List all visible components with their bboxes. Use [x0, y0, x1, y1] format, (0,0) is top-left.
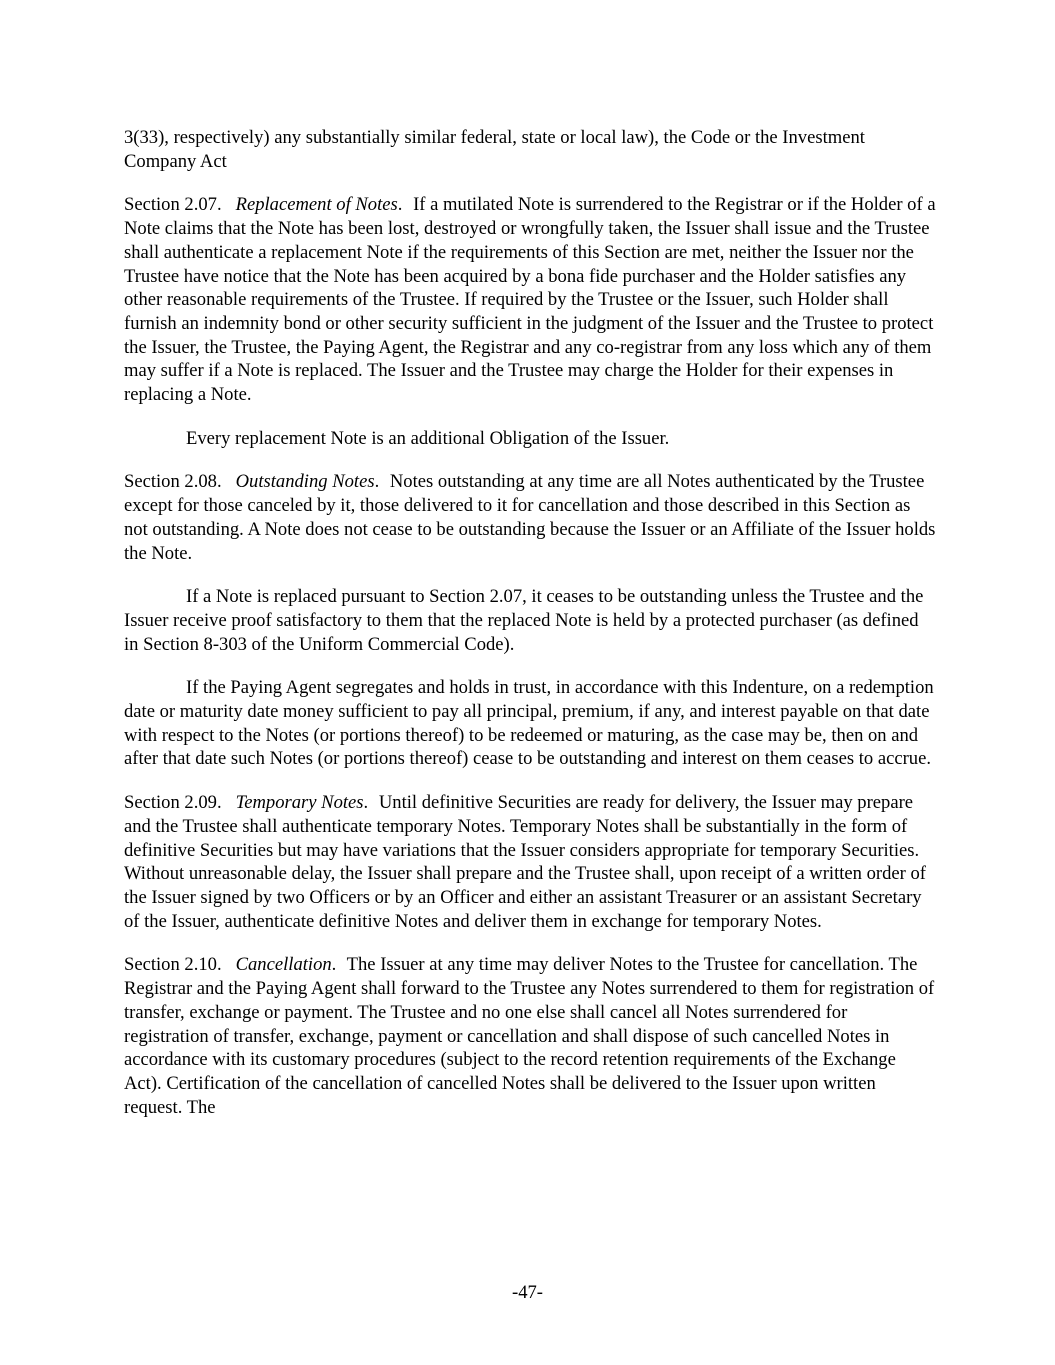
paragraph-text: 3(33), respectively) any substantially similar federal, state or local law), the Code or the Investment Company Act — [124, 127, 865, 172]
page-number: -47- — [512, 1282, 543, 1303]
paragraph-text: Until definitive Securities are ready for delivery, the Issuer may prepare and the Trustee shall authenticate temporary Notes. Temporary Notes shall be substantially in the form of definitive Securities but may have variations that the Issuer considers appropriate for temporary Securities. Without unreasonable delay, the Issuer shall prepare and the Trustee shall, upon receipt of a written order of the Issuer signed by two Officers or by an Officer and either an assistant Treasurer or an assistant Secretary of the Issuer, authenticate definitive Notes and deliver them in exchange for temporary Notes. — [124, 792, 926, 932]
section-2-07-replacement-of-notes — [124, 193, 936, 406]
section-title-period: . — [374, 471, 380, 493]
document-page — [124, 126, 936, 1139]
section-number: Section 2.07. — [124, 194, 222, 216]
section-title: Replacement of Notes — [235, 194, 398, 216]
paragraph-text: Notes outstanding at any time are all Notes authenticated by the Trustee except for those canceled by it, those delivered to it for cancellation and those described in this Section as not outstanding. A Note does not cease to be outstanding because the Issuer or an Affiliate of the Issuer holds the Note. — [124, 471, 936, 564]
paragraph-text: If a Note is replaced pursuant to Section 2.07, it ceases to be outstanding unless the Trustee and the Issuer receive proof satisfactory to them that the replaced Note is held by a protected purchaser (as defined in Section 8-303 of the Uniform Commercial Code). — [124, 586, 924, 655]
paragraph-continuation — [124, 126, 936, 173]
section-2-10-cancellation — [124, 953, 936, 1119]
section-title-period: . — [397, 194, 403, 216]
section-2-08-outstanding-notes — [124, 470, 936, 565]
section-title: Cancellation — [235, 954, 332, 976]
paragraph-text: If the Paying Agent segregates and holds in trust, in accordance with this Indenture, on a redemption date or maturity date money sufficient to pay all principal, premium, if any, and interest payable on that date with respect to the Notes (or portions thereof) to be redeemed or maturing, as the case may be, then on and after that date such Notes (or portions thereof) cease to be outstanding and interest on them ceases to accrue. — [124, 677, 934, 770]
paragraph-text: The Issuer at any time may deliver Notes to the Trustee for cancellation. The Registrar and the Paying Agent shall forward to the Trustee any Notes surrendered to them for registration of transfer, exchange or payment. The Trustee and no one else shall cancel all Notes surrendered for registration of transfer, exchange, payment or cancellation and shall dispose of such cancelled Notes in accordance with its customary procedures (subject to the record retention requirements of the Exchange Act). Certification of the cancellation of cancelled Notes shall be delivered to the Issuer upon written request. The — [124, 954, 935, 1118]
section-title: Temporary Notes — [235, 792, 364, 814]
paragraph-text: Every replacement Note is an additional Obligation of the Issuer. — [186, 427, 670, 449]
section-number: Section 2.10. — [124, 954, 222, 976]
section-number: Section 2.08. — [124, 471, 222, 493]
section-number: Section 2.09. — [124, 792, 222, 814]
section-title-period: . — [331, 954, 337, 976]
section-2-09-temporary-notes — [124, 791, 936, 933]
section-title-period: . — [363, 792, 369, 814]
paragraph-replaced-note — [124, 585, 936, 656]
section-title: Outstanding Notes — [235, 471, 375, 493]
paragraph-text: If a mutilated Note is surrendered to the Registrar or if the Holder of a Note claims that the Note has been lost, destroyed or wrongfully taken, the Issuer shall issue and the Trustee shall authenticate a replacement Note if the requirements of this Section are met, neither the Issuer nor the Trustee have notice that the Note has been acquired by a bona fide purchaser and the Holder satisfies any other reasonable requirements of the Trustee. If required by the Trustee or the Issuer, such Holder shall furnish an indemnity bond or other security sufficient in the judgment of the Issuer and the Trustee to protect the Issuer, the Trustee, the Paying Agent, the Registrar and any co-registrar from any loss which any of them may suffer if a Note is replaced. The Issuer and the Trustee may charge the Holder for their expenses in replacing a Note. — [124, 194, 936, 406]
paragraph-paying-agent-trust — [124, 676, 936, 771]
paragraph-replacement-obligation — [124, 427, 936, 451]
